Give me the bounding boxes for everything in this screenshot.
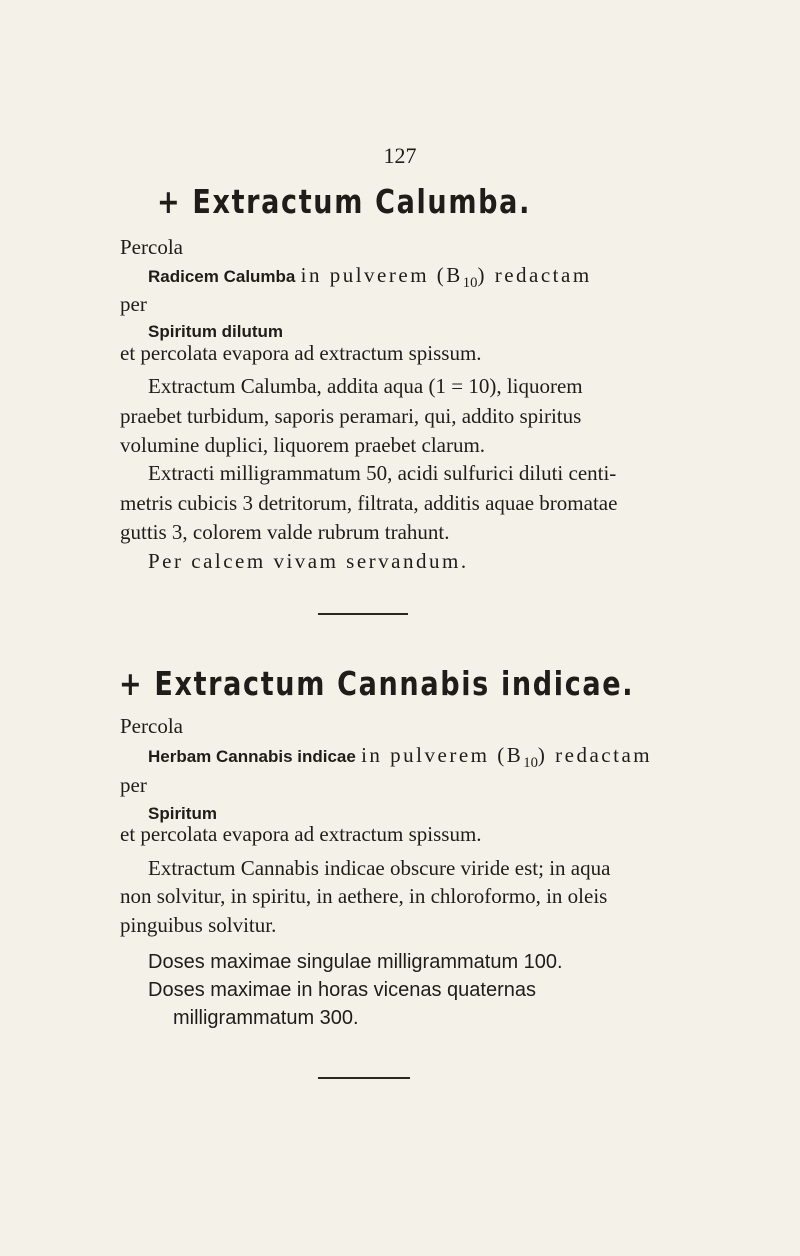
dose-line: milligrammatum 300. xyxy=(173,1007,359,1029)
ingredient-sub: 10 xyxy=(523,755,538,772)
divider xyxy=(318,613,408,615)
body-line: volumine duplici, liquorem praebet clarum. xyxy=(120,433,486,457)
section-title-cannabis: + Extractum Cannabis indicae. xyxy=(119,664,635,703)
ingredient-prep: in pulverem (B xyxy=(361,743,524,767)
ingredient-name: Radicem Calumba xyxy=(148,267,296,286)
divider xyxy=(318,1077,410,1079)
percola-label: Percola xyxy=(120,235,183,259)
body-line: guttis 3, colorem valde rubrum trahunt. xyxy=(120,520,450,544)
ingredient-name: Herbam Cannabis indicae xyxy=(148,747,356,766)
section-title-calumba: + Extractum Calumba. xyxy=(157,182,531,221)
page-number: 127 xyxy=(383,143,417,168)
ingredient-end: ) redactam xyxy=(477,263,592,287)
ingredient-prep: in pulverem (B xyxy=(300,263,463,287)
ingredient-sub: 10 xyxy=(462,275,478,292)
solvent: Spiritum xyxy=(148,804,217,823)
ingredient-end: ) redactam xyxy=(537,743,653,767)
body-line: et percolata evapora ad extractum spissum. xyxy=(120,822,482,846)
ingredient-line xyxy=(148,263,592,292)
body-line: praebet turbidum, saporis peramari, qui, addito spiritus xyxy=(120,404,582,428)
body-line: pinguibus solvitur. xyxy=(120,913,277,937)
body-line: Extractum Calumba, addita aqua (1 = 10), liquorem xyxy=(148,374,583,398)
dose-line: Doses maximae in horas vicenas quaternas xyxy=(148,979,536,1001)
per-label: per xyxy=(120,292,147,316)
solvent: Spiritum dilutum xyxy=(148,322,284,341)
body-line: et percolata evapora ad extractum spissum. xyxy=(120,341,482,365)
body-line: non solvitur, in spiritu, in aethere, in chloroformo, in oleis xyxy=(120,884,608,908)
ingredient-line xyxy=(148,743,652,772)
body-line: Extractum Cannabis indicae obscure viride est; in aqua xyxy=(148,856,611,880)
storage-note: Per calcem vivam servandum. xyxy=(148,549,469,573)
dose-line: Doses maximae singulae milligrammatum 100. xyxy=(148,951,563,973)
body-line: Extracti milligrammatum 50, acidi sulfurici diluti centi- xyxy=(148,461,617,485)
percola-label: Percola xyxy=(120,714,183,738)
body-line: metris cubicis 3 detritorum, filtrata, additis aquae bromatae xyxy=(120,491,618,515)
per-label: per xyxy=(120,773,147,797)
